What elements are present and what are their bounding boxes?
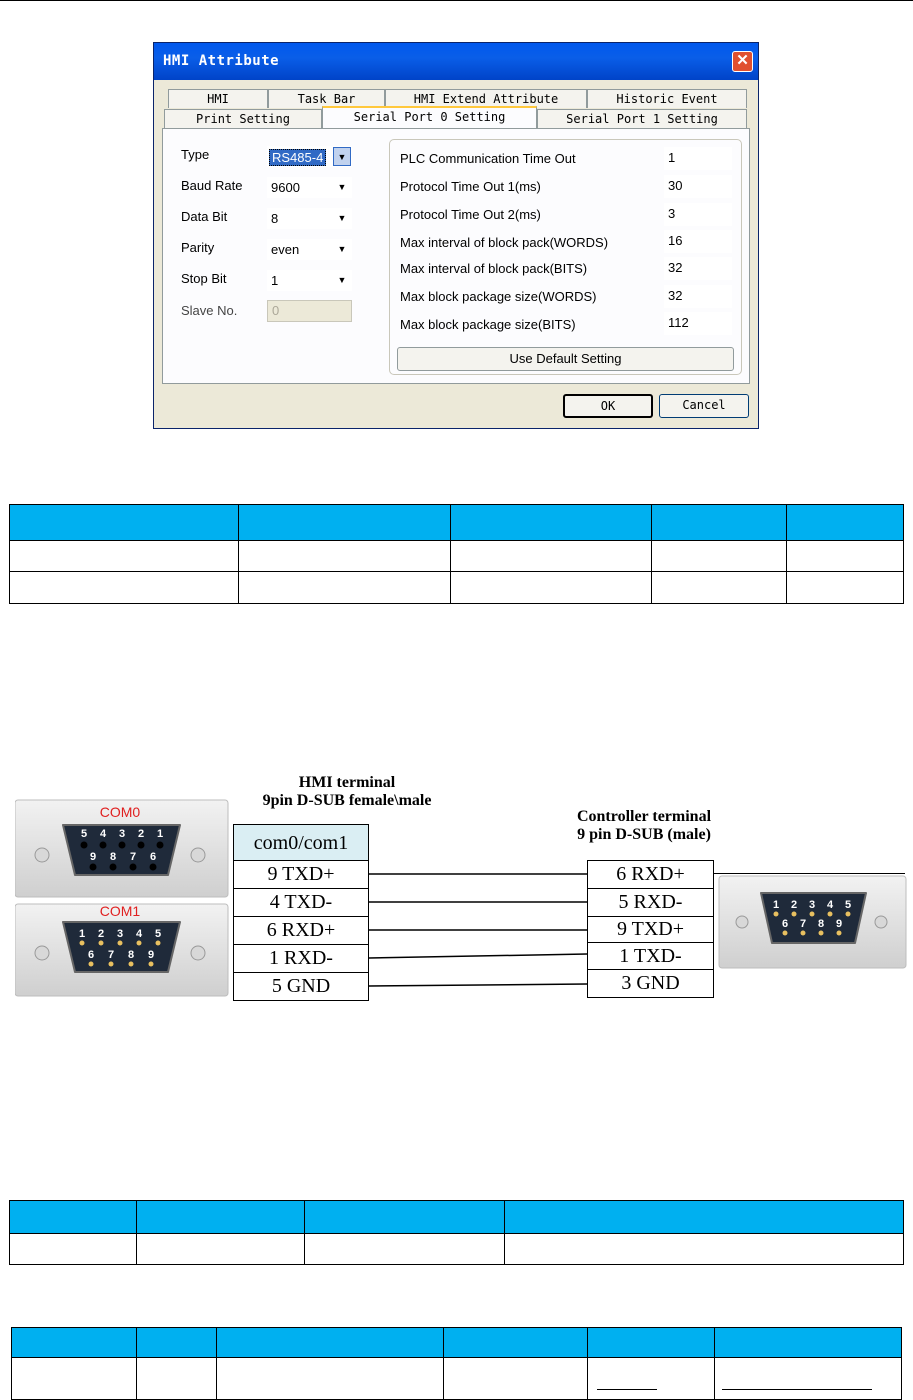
tab-print-setting[interactable]: Print Setting xyxy=(164,109,322,128)
pin-number: 4 xyxy=(135,928,143,940)
slave-no-input: 0 xyxy=(267,300,352,322)
baud-rate-label: Baud Rate xyxy=(181,178,243,193)
cancel-button[interactable]: Cancel xyxy=(659,394,749,418)
stop-bit-select[interactable]: 1 ▼ xyxy=(267,270,352,291)
controller-pin: 5 RXD- xyxy=(587,888,714,917)
pin-number: 7 xyxy=(799,918,807,930)
close-button[interactable] xyxy=(732,51,753,72)
controller-terminal-title: Controller terminal 9 pin D-SUB (male) xyxy=(576,808,712,843)
com0-label: COM0 xyxy=(99,804,141,820)
pin-number: 9 xyxy=(147,949,155,961)
table-header-row xyxy=(10,1201,904,1234)
pin-number: 6 xyxy=(781,918,789,930)
tab-hmi-extend-attribute[interactable]: HMI Extend Attribute xyxy=(385,89,587,108)
data-bit-label: Data Bit xyxy=(181,209,228,224)
param-label: PLC Communication Time Out xyxy=(400,151,576,166)
pin-number: 2 xyxy=(790,899,798,911)
settings-table xyxy=(9,504,904,604)
table-header-row xyxy=(10,505,904,541)
table-row xyxy=(10,541,904,572)
param-label: Max block package size(WORDS) xyxy=(400,289,597,304)
pin-number: 2 xyxy=(97,928,105,940)
com1-label: COM1 xyxy=(99,903,141,919)
hmi-pin: 1 RXD- xyxy=(233,944,369,973)
baud-rate-select[interactable]: 9600 ▼ xyxy=(267,177,352,198)
table-row xyxy=(10,572,904,604)
tab-serial-port-1-setting[interactable]: Serial Port 1 Setting xyxy=(537,109,747,128)
param-input[interactable]: 32 xyxy=(664,285,732,308)
pin-number: 1 xyxy=(772,899,780,911)
pin-number: 7 xyxy=(107,949,115,961)
stop-bit-label: Stop Bit xyxy=(181,271,227,286)
page-top-rule xyxy=(0,0,913,1)
slave-no-label: Slave No. xyxy=(181,303,238,318)
pin-number: 8 xyxy=(109,851,117,863)
close-icon: ✕ xyxy=(736,52,749,69)
tab-hmi[interactable]: HMI xyxy=(168,89,268,108)
controller-pin: 9 TXD+ xyxy=(587,916,714,943)
param-input[interactable]: 1 xyxy=(664,147,732,170)
hmi-pin: 5 GND xyxy=(233,972,369,1001)
hmi-pin-header: com0/com1 xyxy=(233,824,369,861)
hmi-connectors-image xyxy=(15,798,230,998)
tab-serial-port-0-setting[interactable]: Serial Port 0 Setting xyxy=(322,106,537,128)
param-input[interactable]: 32 xyxy=(664,257,732,280)
use-default-setting-button[interactable]: Use Default Setting xyxy=(397,347,734,371)
wiring-lines xyxy=(369,860,587,1000)
type-select[interactable]: RS485-4 ▼ xyxy=(267,146,352,167)
pin-number: 8 xyxy=(127,949,135,961)
controller-pin: 1 TXD- xyxy=(587,942,714,970)
tab-historic-event[interactable]: Historic Event xyxy=(587,89,747,108)
underline-mark xyxy=(722,1389,872,1390)
chevron-down-icon[interactable]: ▼ xyxy=(337,244,347,254)
timing-parameters-group xyxy=(389,139,742,375)
table-row xyxy=(12,1358,902,1400)
pin-number: 1 xyxy=(78,928,86,940)
type-label: Type xyxy=(181,147,210,162)
pin-number: 9 xyxy=(89,851,97,863)
param-label: Protocol Time Out 1(ms) xyxy=(400,179,541,194)
param-label: Max interval of block pack(BITS) xyxy=(400,261,588,276)
chevron-down-icon[interactable]: ▼ xyxy=(333,147,351,166)
register-table xyxy=(9,1200,904,1265)
tab-task-bar[interactable]: Task Bar xyxy=(268,89,385,108)
data-bit-select[interactable]: 8 ▼ xyxy=(267,208,352,229)
param-input[interactable]: 112 xyxy=(664,312,732,335)
pin-number: 2 xyxy=(137,828,145,840)
pin-number: 1 xyxy=(156,828,164,840)
pin-number: 5 xyxy=(844,899,852,911)
pin-number: 3 xyxy=(116,928,124,940)
controller-pin: 6 RXD+ xyxy=(587,860,714,889)
parity-select[interactable]: even ▼ xyxy=(267,239,352,260)
hmi-terminal-title: HMI terminal 9pin D-SUB female\male xyxy=(262,774,432,809)
chevron-down-icon[interactable]: ▼ xyxy=(337,213,347,223)
param-label: Max interval of block pack(WORDS) xyxy=(400,235,609,250)
serial-port-0-panel xyxy=(162,128,750,384)
pin-number: 7 xyxy=(129,851,137,863)
title-bar[interactable] xyxy=(154,43,758,80)
ok-button[interactable]: OK xyxy=(563,394,653,418)
table-header-row xyxy=(12,1328,902,1358)
underline-mark xyxy=(597,1389,657,1390)
param-input[interactable]: 3 xyxy=(664,203,732,226)
param-input[interactable]: 16 xyxy=(664,230,732,253)
table-row xyxy=(10,1234,904,1265)
chevron-down-icon[interactable]: ▼ xyxy=(337,275,347,285)
param-input[interactable]: 30 xyxy=(664,175,732,198)
controller-pin: 3 GND xyxy=(587,969,714,998)
pin-number: 5 xyxy=(80,828,88,840)
pin-number: 3 xyxy=(808,899,816,911)
pin-number: 4 xyxy=(99,828,107,840)
hmi-pin: 6 RXD+ xyxy=(233,916,369,945)
dialog-title: HMI Attribute xyxy=(163,53,280,69)
param-label: Protocol Time Out 2(ms) xyxy=(400,207,541,222)
pin-number: 6 xyxy=(149,851,157,863)
pin-number: 8 xyxy=(817,918,825,930)
hmi-attribute-dialog xyxy=(153,42,759,429)
hmi-pin: 4 TXD- xyxy=(233,888,369,917)
com1-connector xyxy=(15,903,228,996)
pin-number: 6 xyxy=(87,949,95,961)
pin-number: 5 xyxy=(154,928,162,940)
param-label: Max block package size(BITS) xyxy=(400,317,576,332)
pin-number: 9 xyxy=(835,918,843,930)
controller-connector-image xyxy=(718,873,908,973)
parity-label: Parity xyxy=(181,240,215,255)
com0-connector xyxy=(15,800,228,897)
hmi-pin: 9 TXD+ xyxy=(233,860,369,889)
pin-number: 4 xyxy=(826,899,834,911)
pin-number: 3 xyxy=(118,828,126,840)
connector-rule xyxy=(712,873,905,874)
chevron-down-icon[interactable]: ▼ xyxy=(337,182,347,192)
